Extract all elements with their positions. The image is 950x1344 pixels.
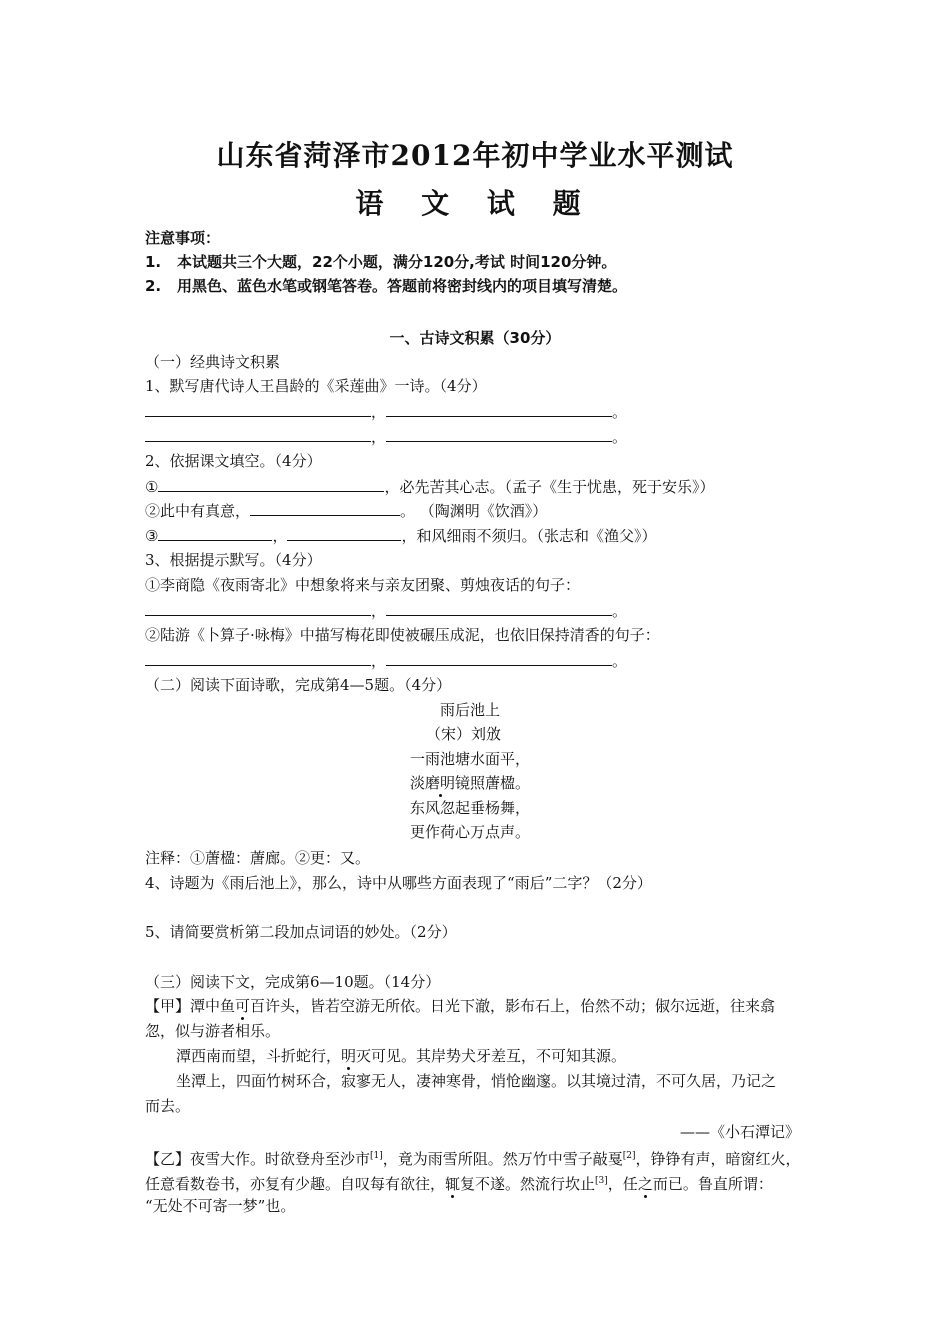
notice-item-1-text: 本试题共三个大题，22个小题，满分120分,考试 时间120分钟。 xyxy=(177,253,617,271)
emphasis-dot: 可 xyxy=(235,997,251,1015)
answer-line-3a xyxy=(145,600,627,621)
comma: ， xyxy=(272,527,288,545)
passage-yi-line-1 xyxy=(145,1146,801,1169)
question-2-3 xyxy=(145,525,656,546)
poem-note: 注释：①蓎楹：蓎廊。②更：又。 xyxy=(145,849,371,867)
period: 。 xyxy=(612,403,628,421)
answer-blank[interactable] xyxy=(158,525,272,541)
exam-title: 山东省菏泽市2012年初中学业水平测试 xyxy=(216,139,734,172)
question-2-1 xyxy=(145,476,714,497)
question-2-2 xyxy=(145,500,547,521)
question-3-1: ①李商隐《夜雨寄北》中想象将来与亲友团聚、剪烛夜话的句子： xyxy=(145,576,581,594)
poem-title: 雨后池上 xyxy=(440,701,501,719)
q2-2-prefix: ②此中有真意， xyxy=(145,502,251,520)
notice-item-2-text: 用黑色、蓝色水笔或钢笔答卷。答题前将密封线内的项目填写清楚。 xyxy=(177,277,628,295)
comma: ， xyxy=(371,428,387,446)
yi-text: 【乙】夜雪大作。时欲登舟至沙市 xyxy=(145,1150,371,1168)
q2-1-prefix: ① xyxy=(145,478,159,496)
comma: ， xyxy=(371,652,387,670)
answer-blank[interactable] xyxy=(250,500,400,516)
answer-line-3b xyxy=(145,650,627,671)
answer-blank[interactable] xyxy=(386,426,612,442)
part-2-heading: （二）阅读下面诗歌，完成第4—5题。（4分） xyxy=(145,676,452,694)
footnote-ref: [1] xyxy=(370,1151,383,1161)
passage-jia-line-2: 忽，似与游者相乐。 xyxy=(145,1022,281,1040)
part-3-heading: （三）阅读下文，完成第6—10题。（14分） xyxy=(145,973,441,991)
period: 。 xyxy=(612,428,628,446)
answer-line-1b xyxy=(145,426,627,447)
section-1-heading: 一、古诗文积累（30分） xyxy=(389,329,561,347)
answer-blank[interactable] xyxy=(145,401,371,417)
poem-line-1: 一雨池塘水面平， xyxy=(410,750,531,768)
emphasis-dot: 辄 xyxy=(445,1175,461,1193)
answer-blank[interactable] xyxy=(145,650,371,666)
q2-3-prefix: ③ xyxy=(145,527,159,545)
footnote-ref: [3] xyxy=(595,1176,608,1186)
poem-line-2 xyxy=(410,773,530,793)
poem-line-2-mid: 照 xyxy=(470,774,486,792)
period: 。 xyxy=(612,652,628,670)
answer-blank[interactable] xyxy=(145,426,371,442)
poem-line-4: 更作荷心万点声。 xyxy=(410,823,531,841)
question-1: 1、默写唐代诗人王昌龄的《采莲曲》一诗。（4分） xyxy=(145,377,487,395)
passage-yi-line-2 xyxy=(145,1171,773,1194)
poem-line-2-end: 蓎楹。 xyxy=(485,774,531,792)
jia-text: 灭可见。其岸势犬牙差互，不可知其源。 xyxy=(356,1047,627,1065)
poem-author: （宋）刘攽 xyxy=(426,725,502,743)
notice-item-1-num: 1. xyxy=(145,253,162,271)
emphasis-dot: 之 xyxy=(637,1175,653,1193)
answer-blank[interactable] xyxy=(287,525,401,541)
part-1-heading: （一）经典诗文积累 xyxy=(145,353,281,371)
emphasis-dots: 淡磨明镜 xyxy=(410,774,471,792)
jia-text: 【甲】潭中鱼 xyxy=(145,997,236,1015)
poem-line-3: 东风忽起垂杨舞， xyxy=(410,799,531,817)
comma: ， xyxy=(371,403,387,421)
passage-jia-source: ——《小石潭记》 xyxy=(679,1123,800,1141)
passage-jia-line-1 xyxy=(145,996,775,1016)
passage-jia-line-4: 坐潭上，四面竹树环合，寂寥无人，凄神寒骨，悄怆幽邃。以其境过清，不可久居，乃记之 xyxy=(176,1072,777,1090)
answer-blank[interactable] xyxy=(386,401,612,417)
notice-heading: 注意事项： xyxy=(145,229,221,247)
emphasis-dot: 明 xyxy=(341,1047,357,1065)
yi-text: ，竟为雨雪所阻。然万竹中雪子敲戛 xyxy=(382,1150,623,1168)
passage-yi-line-3: “无处不可寄一梦”也。 xyxy=(145,1197,296,1215)
answer-blank[interactable] xyxy=(145,600,371,616)
yi-text: 复不遂。然流行坎止 xyxy=(460,1175,596,1193)
notice-item-2-num: 2. xyxy=(145,277,162,295)
notice-item-1 xyxy=(145,252,616,272)
comma: ， xyxy=(371,602,387,620)
question-3: 3、根据提示默写。（4分） xyxy=(145,551,322,569)
passage-jia-line-5: 而去。 xyxy=(145,1097,191,1115)
q2-2-suffix: 。 （陶渊明《饮酒》） xyxy=(400,502,548,520)
jia-text: 百许头，皆若空游无所依。日光下澈，影布石上，佁然不动；俶尔远逝，往来翕 xyxy=(250,997,776,1015)
q2-3-suffix: ，和风细雨不须归。（张志和《渔父》） xyxy=(401,527,657,545)
footnote-ref: [2] xyxy=(622,1151,636,1161)
yi-text: ，铮铮有声，暗窗红火， xyxy=(635,1150,801,1168)
question-5: 5、请简要赏析第二段加点词语的妙处。（2分） xyxy=(145,923,457,941)
jia-text: 潭西南而望，斗折蛇行， xyxy=(176,1047,342,1065)
yi-text: 而已。鲁直所谓： xyxy=(652,1175,773,1193)
answer-blank[interactable] xyxy=(158,476,384,492)
period: 。 xyxy=(612,602,628,620)
answer-blank[interactable] xyxy=(386,650,612,666)
question-3-2: ②陆游《卜算子·咏梅》中描写梅花即使被碾压成泥，也依旧保持清香的句子： xyxy=(145,626,660,644)
question-2: 2、依据课文填空。（4分） xyxy=(145,452,322,470)
notice-item-2 xyxy=(145,276,627,296)
question-4: 4、诗题为《雨后池上》，那么，诗中从哪些方面表现了“雨后”二字？（2分） xyxy=(145,874,652,892)
answer-blank[interactable] xyxy=(386,600,612,616)
yi-text: 任意看数卷书，亦复有少趣。自叹每有欲往， xyxy=(145,1175,446,1193)
q2-1-suffix: ，必先苦其心志。（孟子《生于忧患，死于安乐》） xyxy=(384,478,715,496)
exam-subtitle: 语 文 试 题 xyxy=(355,187,595,220)
passage-jia-line-3 xyxy=(176,1046,626,1066)
yi-text: ，任 xyxy=(607,1175,638,1193)
answer-line-1a xyxy=(145,401,627,422)
